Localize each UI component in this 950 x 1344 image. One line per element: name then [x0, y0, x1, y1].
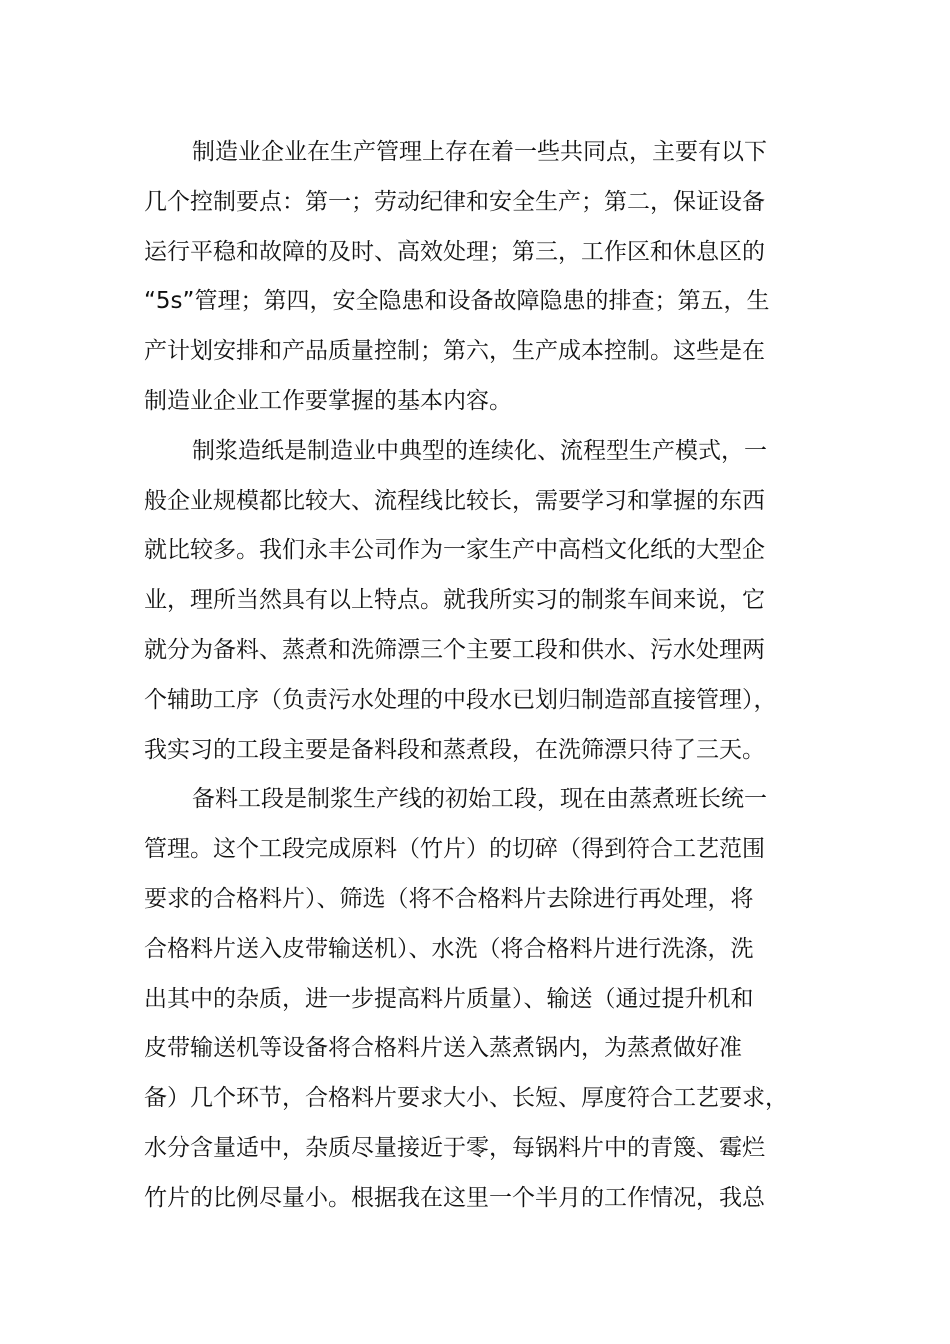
- paragraph-line: 水分含量适中，杂质尽量接近于零，每锅料片中的青篾、霉烂: [144, 1134, 765, 1161]
- paragraph-line: 制造业企业工作要掌握的基本内容。: [144, 387, 512, 414]
- paragraph-line: 皮带输送机等设备将合格料片送入蒸煮锅内，为蒸煮做好准: [144, 1035, 742, 1062]
- paragraph-line: 要求的合格料片）、筛选（将不合格料片去除进行再处理，将: [144, 885, 754, 912]
- paragraph-line: 般企业规模都比较大、流程线比较长，需要学习和掌握的东西: [144, 487, 765, 514]
- paragraph-line: 出其中的杂质，进一步提高料片质量）、输送（通过提升机和: [144, 985, 754, 1012]
- paragraph-line: 竹片的比例尽量小。根据我在这里一个半月的工作情况，我总: [144, 1184, 765, 1211]
- paragraph-line: 几个控制要点：第一；劳动纪律和安全生产；第二，保证设备: [144, 188, 765, 215]
- paragraph-1: [144, 128, 824, 427]
- paragraph-line: 管理。这个工段完成原料（竹片）的切碎（得到符合工艺范围: [144, 836, 765, 863]
- paragraph-line: 制造业企业在生产管理上存在着一些共同点，主要有以下: [192, 139, 767, 165]
- paragraph-line: 合格料片送入皮带输送机）、水洗（将合格料片进行洗涤，洗: [144, 935, 754, 962]
- paragraph-line: “5s”管理；第四，安全隐患和设备故障隐患的排查；第五，生: [144, 288, 770, 315]
- paragraph-3: [144, 775, 824, 1223]
- paragraph-2: [144, 427, 824, 776]
- paragraph-line: 业，理所当然具有以上特点。就我所实习的制浆车间来说，它: [144, 587, 765, 614]
- paragraph-line: 就比较多。我们永丰公司作为一家生产中高档文化纸的大型企: [144, 537, 765, 564]
- paragraph-line: 我实习的工段主要是备料段和蒸煮段，在洗筛漂只待了三天。: [144, 736, 765, 763]
- paragraph-line: 就分为备料、蒸煮和洗筛漂三个主要工段和供水、污水处理两: [144, 636, 765, 663]
- paragraph-line: 个辅助工序（负责污水处理的中段水已划归制造部直接管理），: [144, 686, 777, 713]
- paragraph-line: 制浆造纸是制造业中典型的连续化、流程型生产模式，一: [192, 437, 767, 464]
- paragraph-line: 备料工段是制浆生产线的初始工段，现在由蒸煮班长统一: [192, 786, 767, 813]
- paragraph-line: 运行平稳和故障的及时、高效处理；第三，工作区和休息区的: [144, 238, 765, 265]
- paragraph-line: 备）几个环节，合格料片要求大小、长短、厚度符合工艺要求，: [144, 1085, 788, 1112]
- paragraph-line: 产计划安排和产品质量控制；第六，生产成本控制。这些是在: [144, 338, 765, 365]
